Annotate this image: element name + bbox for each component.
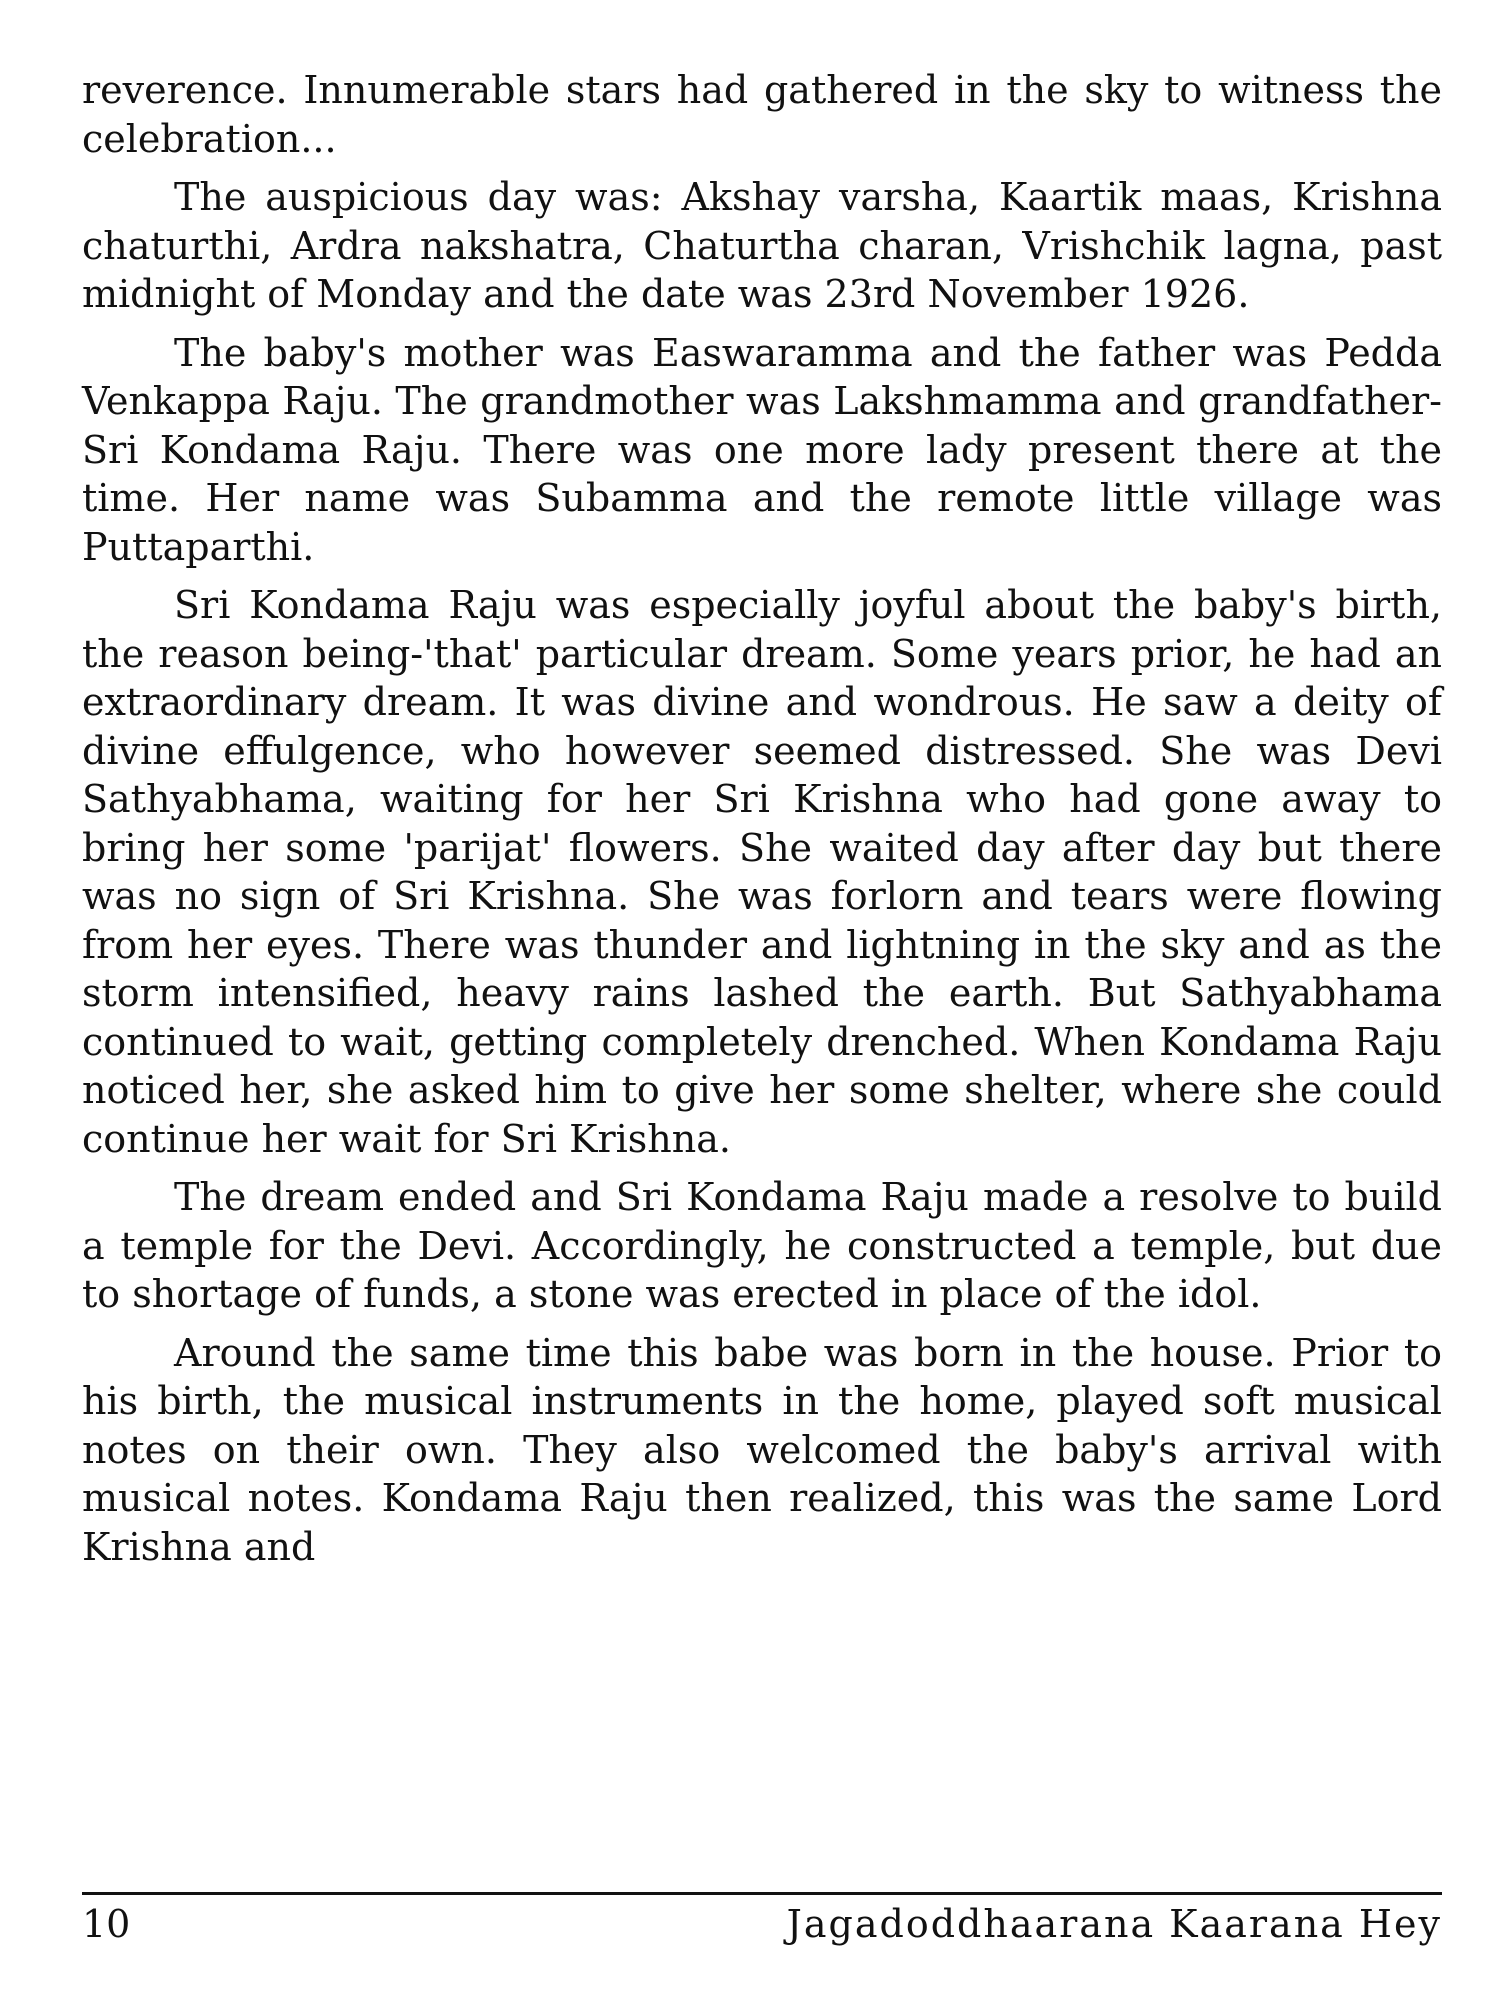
paragraph-auspicious-day: The auspicious day was: Akshay varsha, Kaartik maas, Krishna chaturthi, Ardra nakshatra, Chaturtha charan, Vrishchik lagna, past midnight of Monday and the date was 23rd November 1926. [82,175,1442,316]
running-title: Jagadoddhaarana Kaarana Hey [786,1902,1442,1946]
page-footer [82,1900,1442,1950]
paragraph-dream: Sri Kondama Raju was especially joyful about the baby's birth, the reason being-'that' particular dream. Some years prior, he had an extraordinary dream. It was divine and wondrous. He saw a deity of divine effulgence, who however seemed distressed. She was Devi Sathyabhama, waiting for her Sri Krishna who had gone away to bring her some 'parijat' flowers. She waited day after day but there was no sign of Sri Krishna. She was forlorn and tears were flowing from her eyes. There was thunder and lightning in the sky and as the storm intensified, heavy rains lashed the earth. But Sathyabhama continued to wait, getting completely drenched. When Kondama Raju noticed her, she asked him to give her some shelter, where she could continue her wait for Sri Krishna. [82,583,1442,1161]
footer-rule [82,1892,1442,1895]
paragraph-temple: The dream ended and Sri Kondama Raju made a resolve to build a temple for the Devi. Accordingly, he constructed a temple, but due to shortage of funds, a stone was erected in place of the idol. [82,1175,1442,1316]
paragraph-continuation: reverence. Innumerable stars had gathered in the sky to witness the celebration... [82,68,1442,161]
page-number: 10 [82,1902,131,1946]
page-body [82,66,1442,1581]
paragraph-family: The baby's mother was Easwaramma and the father was Pedda Venkappa Raju. The grandmother was Lakshmamma and grandfather- Sri Kondama Raju. There was one more lady present there at the time. Her name was Subamma and the remote little village was Puttaparthi. [82,330,1442,569]
paragraph-birth: Around the same time this babe was born in the house. Prior to his birth, the musical instruments in the home, played soft musical notes on their own. They also welcomed the baby's arrival with musical notes. Kondama Raju then realized, this was the same Lord Krishna and [82,1330,1442,1569]
